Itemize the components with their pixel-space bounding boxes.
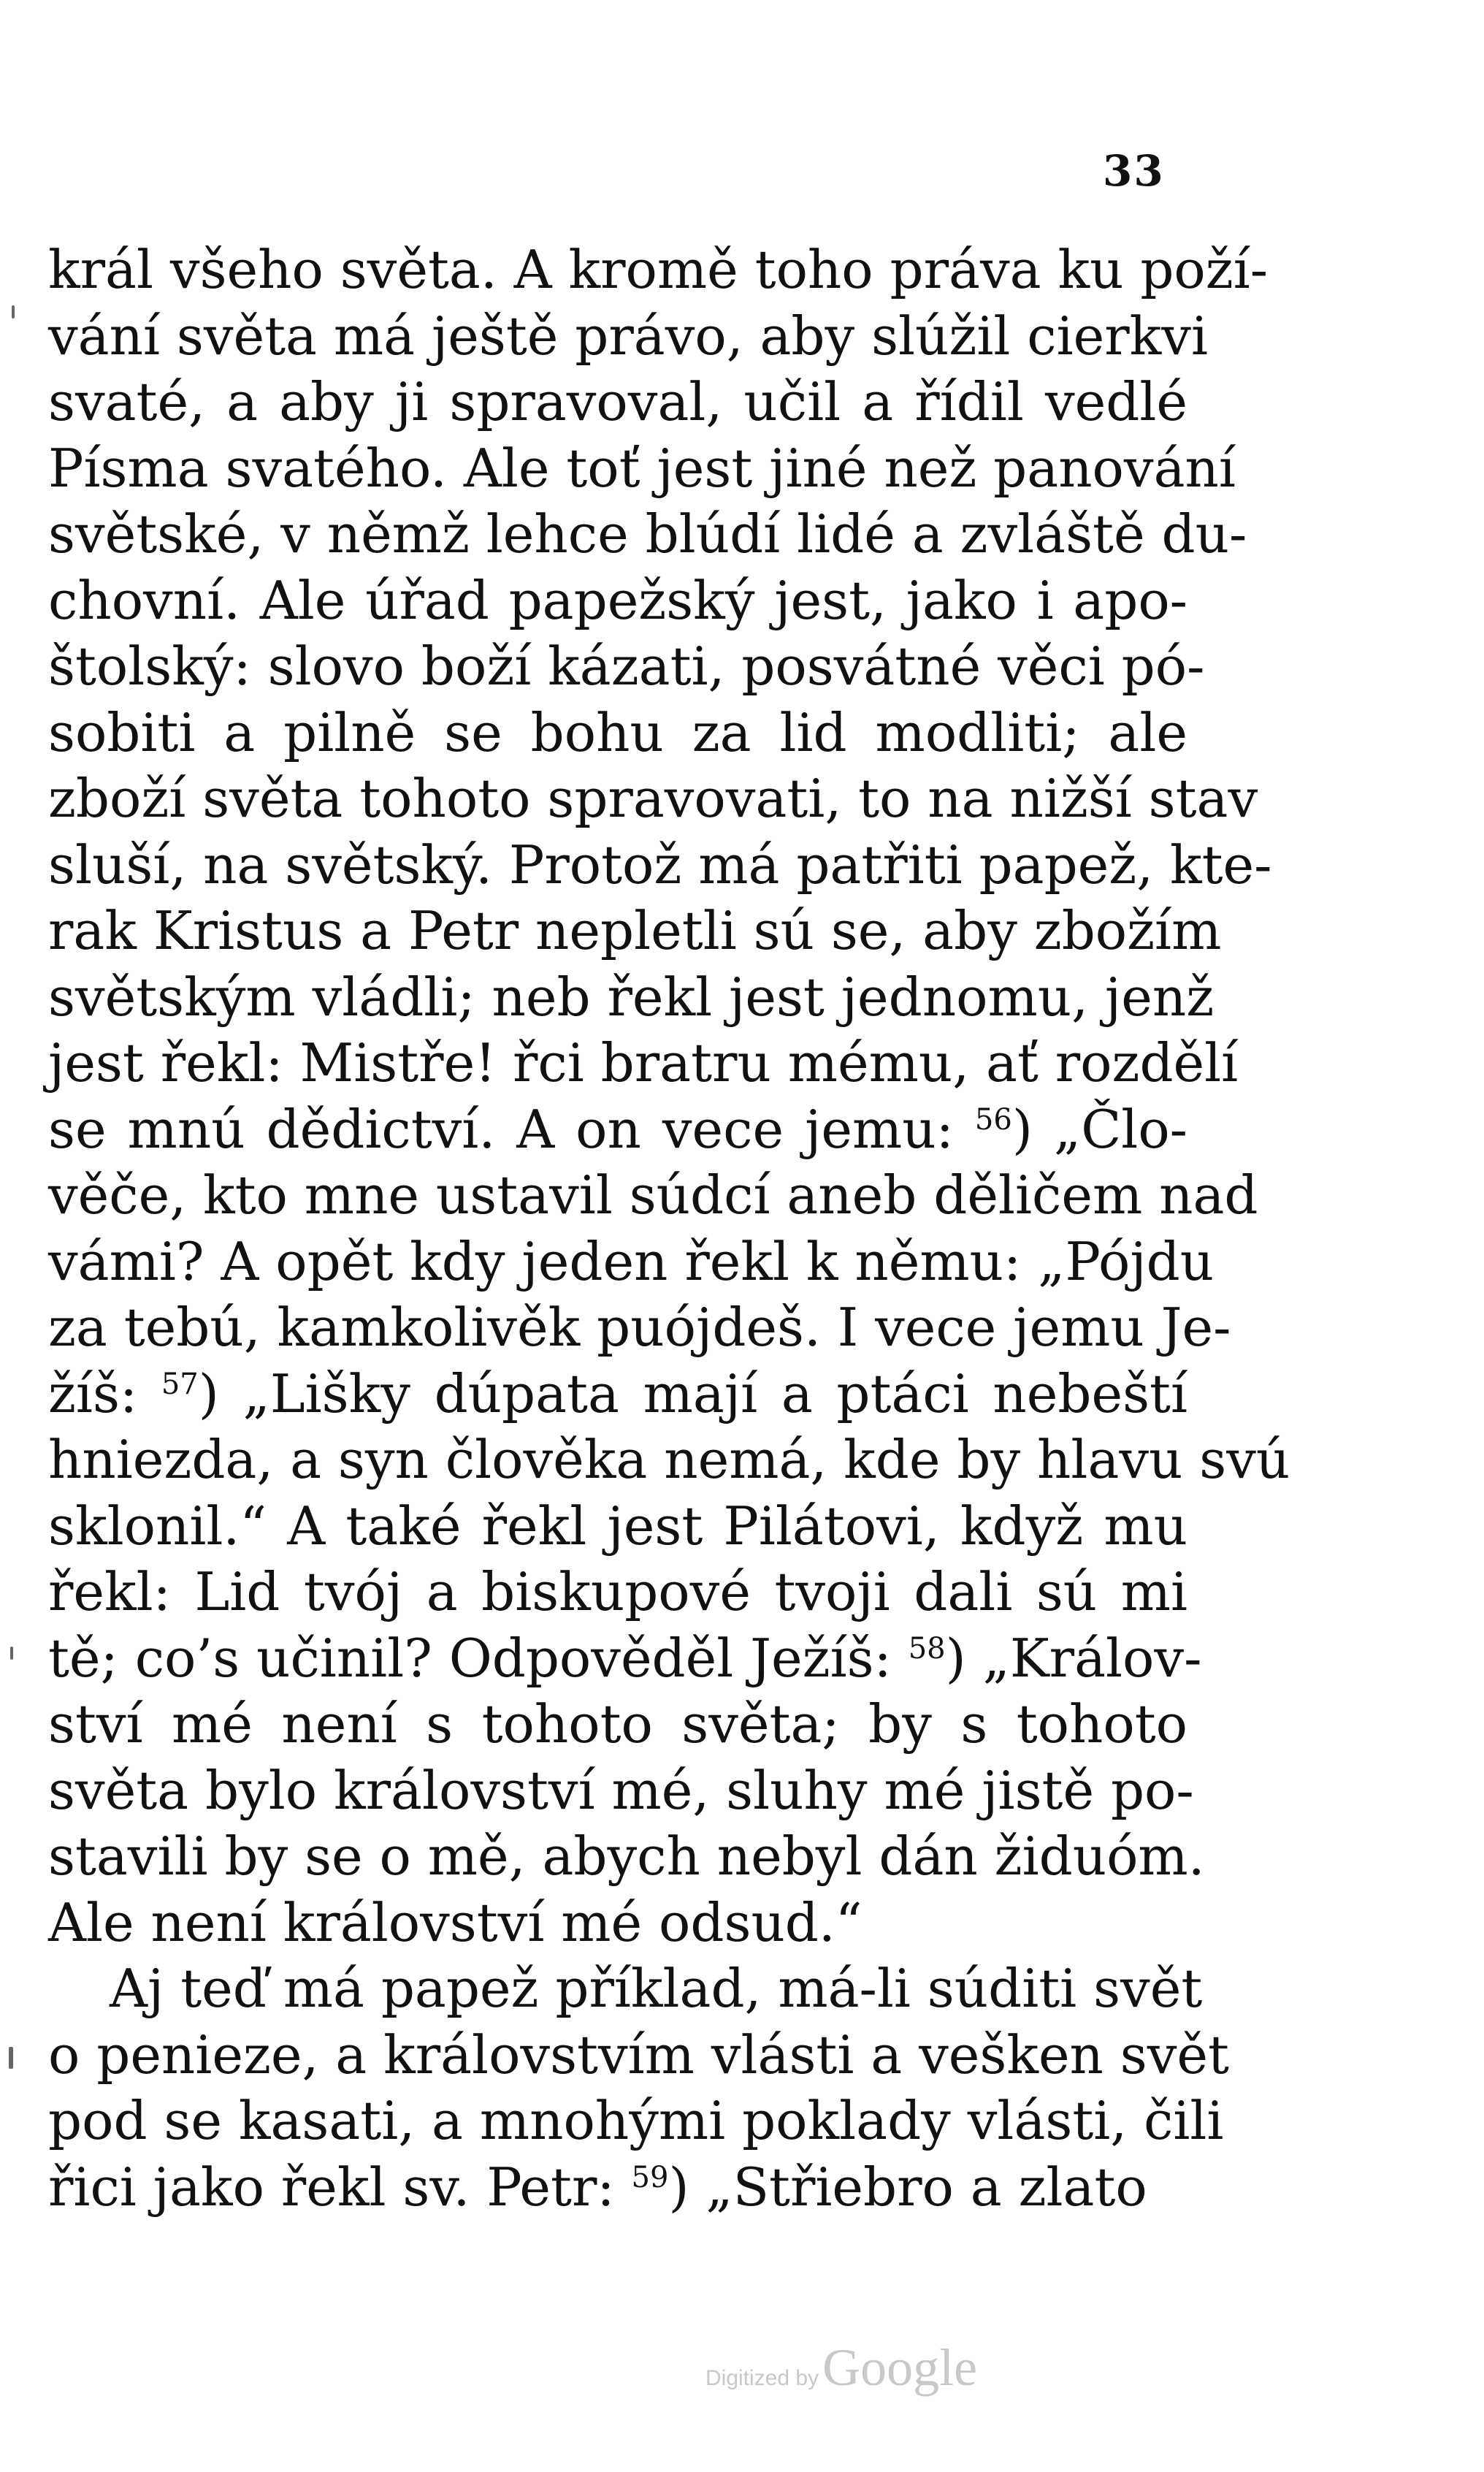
text-line: Aj teď má papež příklad, má-li súditi svět <box>110 1958 1203 2019</box>
text-line: vání světa má ještě právo, aby slúžil cierkvi <box>48 305 1209 367</box>
text-line: zboží světa tohoto spravovati, to na nižší stav <box>48 768 1258 829</box>
text-line: vámi? A opět kdy jeden řekl k němu: „Pójdu <box>48 1230 1215 1292</box>
text-line: světským vládli; neb řekl jest jednomu, jenž <box>48 966 1215 1028</box>
google-logo: Google <box>822 2338 978 2397</box>
text-segment: řici jako řekl sv. Petr: <box>48 2156 632 2218</box>
text-line: stavili by se o mě, abych nebyl dán židuóm. <box>48 1826 1205 1887</box>
text-line: svaté, a aby ji spravoval, učil a řídil vedlé <box>48 371 1187 432</box>
text-line: král všeho světa. A kromě toho práva ku poží- <box>48 239 1269 300</box>
watermark-prefix: Digitized by <box>705 2366 819 2390</box>
text-line: sluší, na světský. Protož má patřiti papež, kte- <box>48 833 1272 896</box>
text-segment: ) „Člo- <box>1011 1098 1187 1160</box>
margin-mark <box>10 1647 13 1660</box>
text-line <box>48 1625 1202 1692</box>
text-segment: se mnú dědictví. A on vece jemu: <box>48 1098 975 1160</box>
body-text <box>48 237 1290 2220</box>
footnote-ref: 58 <box>908 1631 946 1666</box>
text-line: rak Kristus a Petr nepletli sú se, aby zbožím <box>48 900 1222 961</box>
text-line: za tebú, kamkolivěk puójdeš. I vece jemu Je- <box>48 1297 1231 1358</box>
footnote-ref: 56 <box>974 1102 1012 1137</box>
margin-mark <box>12 305 15 318</box>
text-segment: ) „Lišky dúpata mají a ptáci nebeští <box>198 1362 1187 1424</box>
text-line <box>48 1361 1187 1427</box>
text-line: řekl: Lid tvój a biskupové tvoji dali sú mi <box>48 1561 1187 1622</box>
text-segment: ) „Střiebro a zlato <box>668 2156 1147 2218</box>
text-line: hniezda, a syn člověka nemá, kde by hlavu svú <box>48 1429 1290 1490</box>
text-line: sobiti a pilně se bohu za lid modliti; ale <box>48 701 1187 763</box>
text-segment: žíš: <box>48 1362 161 1424</box>
text-line: věče, kto mne ustavil súdcí aneb děličem nad <box>48 1164 1258 1226</box>
text-segment: ) „Králov- <box>945 1627 1202 1689</box>
text-line: o penieze, a královstvím vlásti a vešken svět <box>48 2023 1229 2086</box>
margin-mark <box>9 2047 13 2069</box>
text-segment: tě; co’s učinil? Odpověděl Ježíš: <box>48 1627 909 1689</box>
text-line: ství mé není s tohoto světa; by s tohoto <box>48 1693 1187 1755</box>
text-line: sklonil.“ A také řekl jest Pilátovi, když mu <box>48 1495 1187 1557</box>
text-line: štolský: slovo boží kázati, posvátné věci pó- <box>48 636 1205 697</box>
text-line <box>48 2154 1187 2221</box>
text-line <box>48 1096 1187 1163</box>
text-line: Písma svatého. Ale toť jest jiné než panování <box>48 437 1236 499</box>
text-line: pod se kasati, a mnohými poklady vlásti, čili <box>48 2090 1224 2151</box>
text-line: světa bylo království mé, sluhy mé jistě po- <box>48 1759 1194 1821</box>
text-line: chovní. Ale úřad papežský jest, jako i apo- <box>48 569 1187 631</box>
text-line: jest řekl: Mistře! řci bratru mému, ať rozdělí <box>48 1032 1239 1094</box>
text-line: Ale není království mé odsud.“ <box>48 1891 863 1953</box>
page-number: 33 <box>1103 146 1165 196</box>
digitization-watermark <box>705 2338 977 2398</box>
footnote-ref: 57 <box>161 1367 199 1401</box>
text-line: světské, v němž lehce blúdí lidé a zvláště du- <box>48 503 1247 565</box>
footnote-ref: 59 <box>631 2160 669 2194</box>
